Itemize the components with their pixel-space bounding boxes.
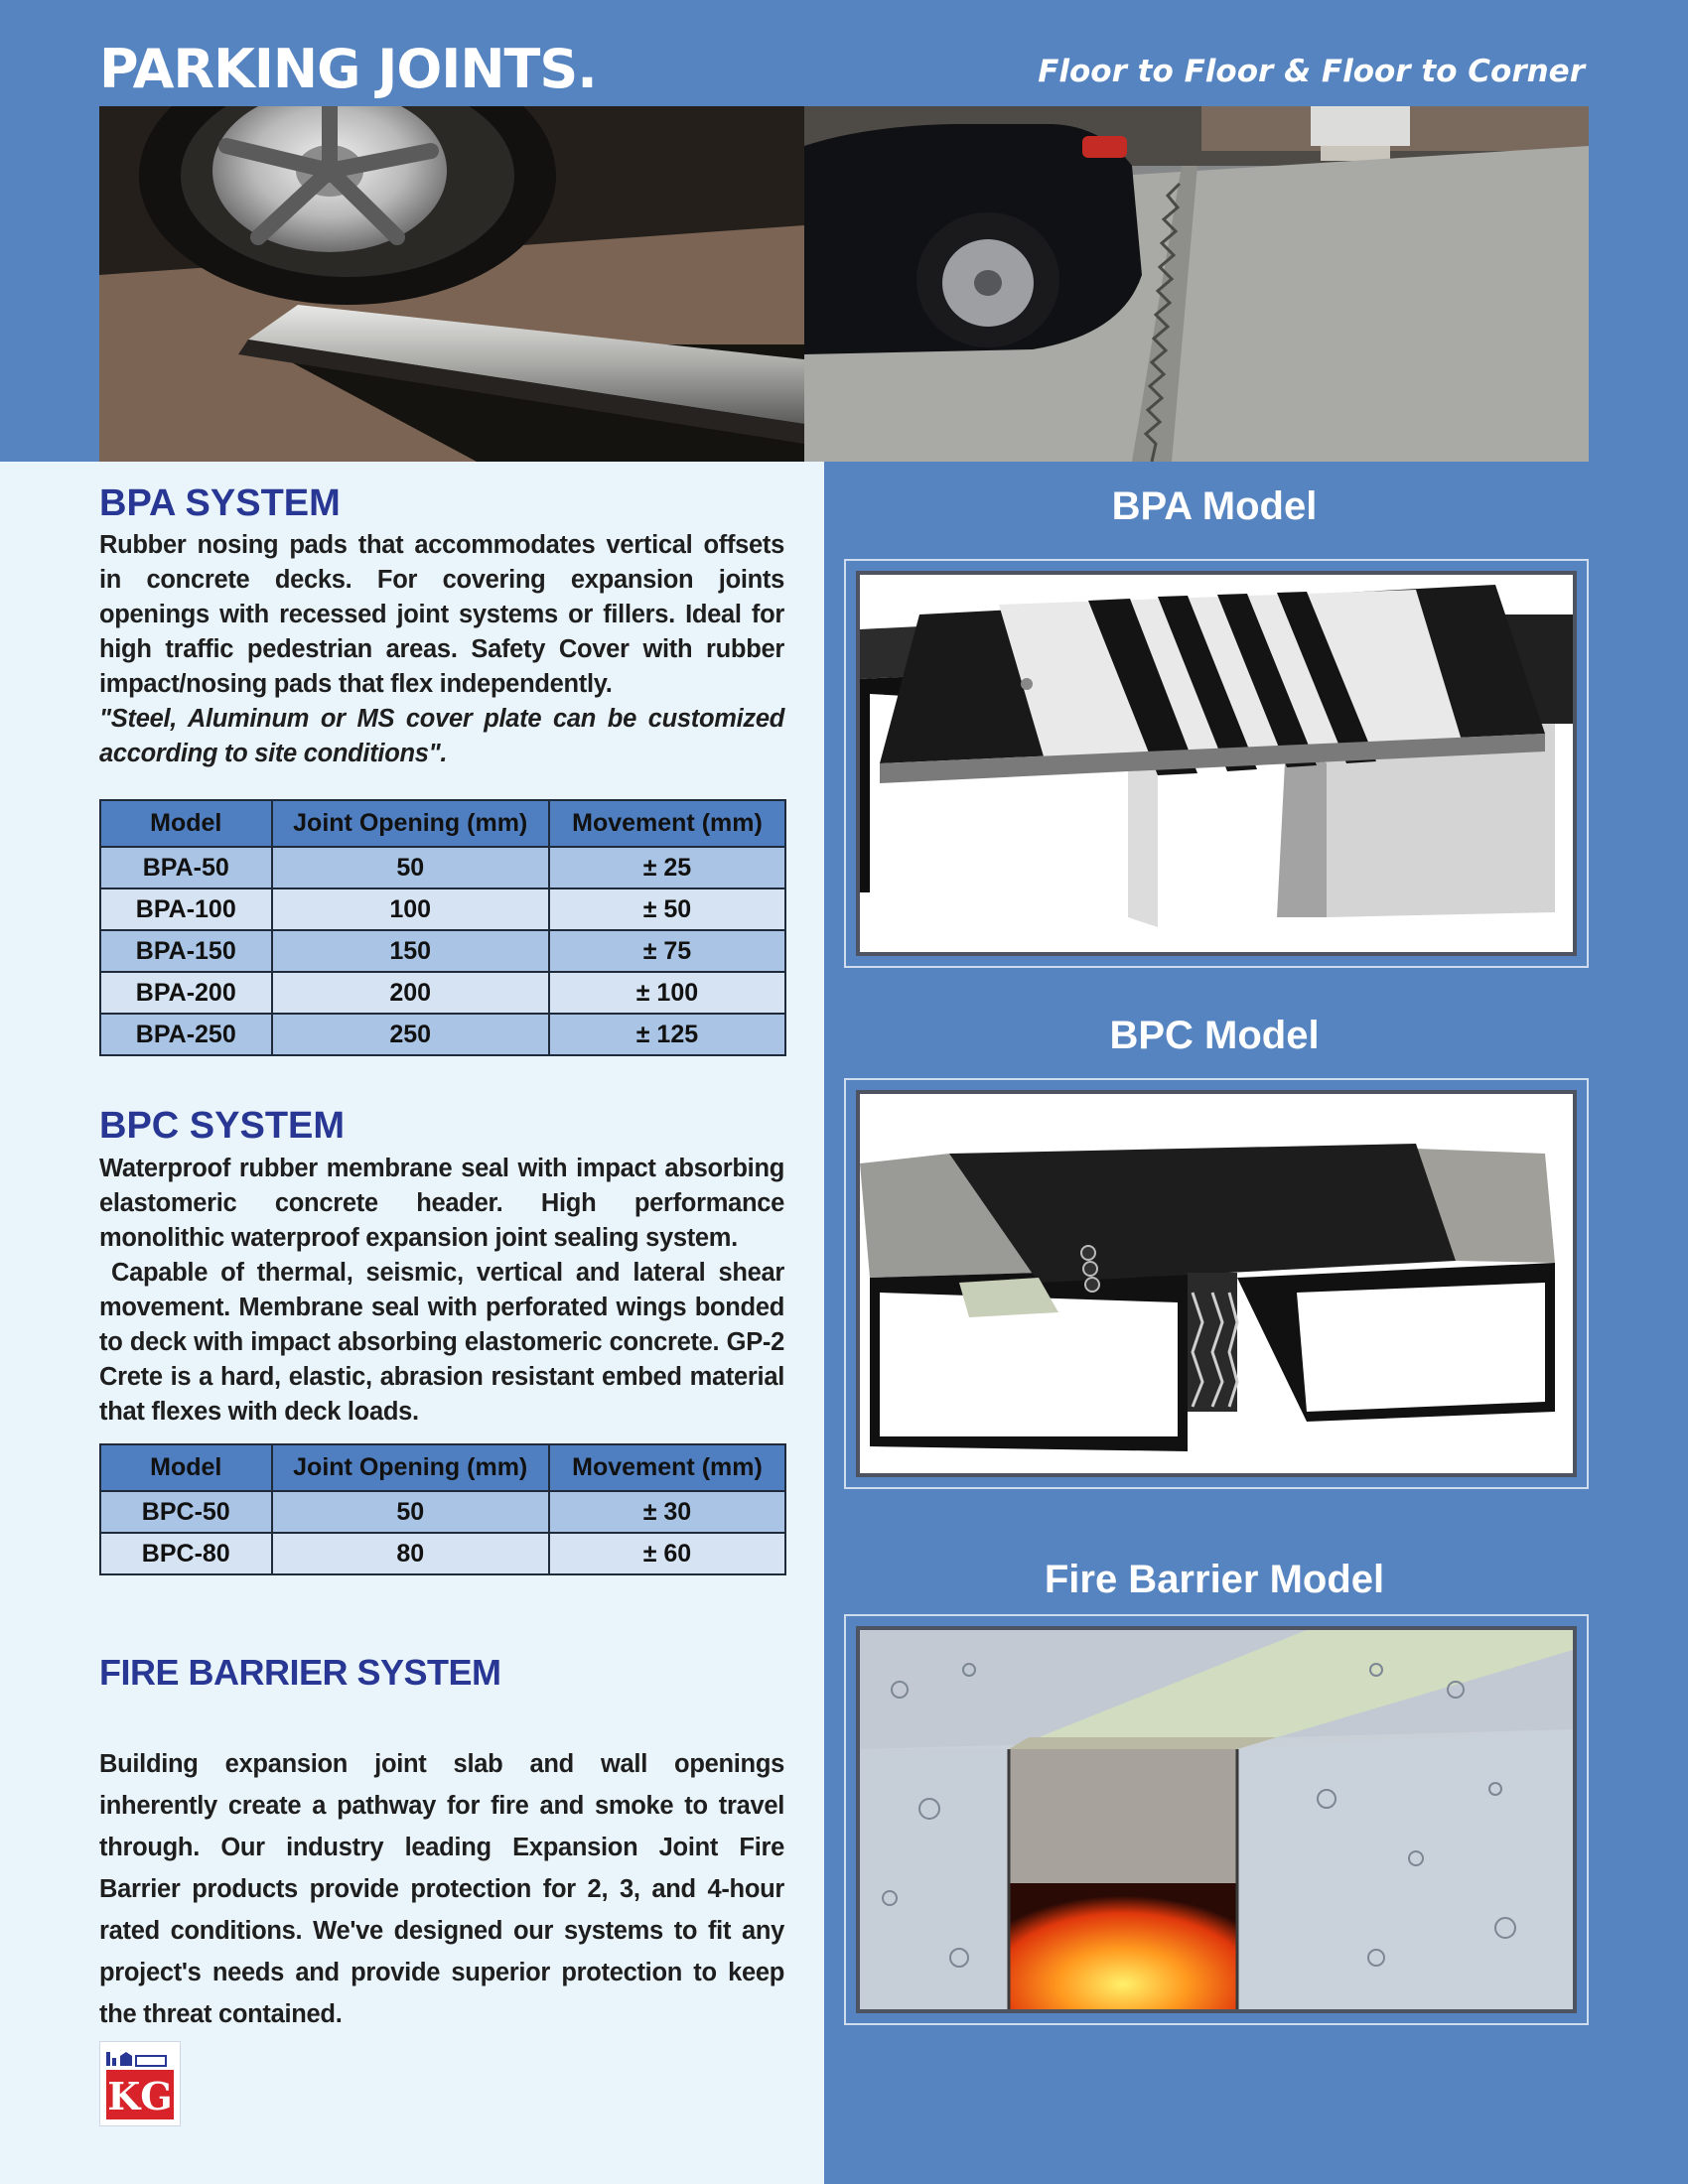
page-tagline: Floor to Floor & Floor to Corner [1038,54,1585,89]
cell-model: BPA-100 [100,888,272,930]
cell-movement: ± 30 [549,1491,785,1533]
bpa-customization-note: "Steel, Aluminum or MS cover plate can be customized according to site conditions". [99,705,784,767]
bpa-model-figure [844,559,1589,968]
cell-movement: ± 125 [549,1014,785,1055]
bpc-system-title: BPC SYSTEM [99,1105,346,1147]
table-row [100,930,785,972]
bpa-spec-table [99,799,786,1056]
table-row [100,1491,785,1533]
fire-barrier-system-title: FIRE BARRIER SYSTEM [99,1652,501,1693]
cell-model: BPC-80 [100,1533,272,1574]
column-header-joint-opening: Joint Opening (mm) [272,800,549,847]
bpc-system-description [99,1152,784,1430]
fire-barrier-model-figure [844,1614,1589,2025]
company-logo [99,2041,181,2126]
svg-text:KG: KG [107,2074,173,2118]
fire-barrier-model-heading: Fire Barrier Model [1044,1558,1385,1601]
cell-joint-opening: 50 [272,847,549,888]
table-row [100,847,785,888]
bpc-model-illustration [856,1090,1577,1477]
cell-joint-opening: 80 [272,1533,549,1574]
column-header-movement: Movement (mm) [549,1444,785,1491]
bpa-model-illustration [856,571,1577,956]
cell-joint-opening: 100 [272,888,549,930]
table-row [100,1014,785,1055]
cell-model: BPA-150 [100,930,272,972]
cell-joint-opening: 50 [272,1491,549,1533]
cell-movement: ± 60 [549,1533,785,1574]
bpc-model-heading: BPC Model [1109,1014,1320,1057]
column-header-model: Model [100,800,272,847]
table-row [100,1533,785,1574]
bpc-spec-table [99,1443,786,1575]
page-title: PARKING JOINTS. [99,38,597,100]
table-header-row [100,1444,785,1491]
fire-barrier-description [99,1743,784,2035]
cell-joint-opening: 150 [272,930,549,972]
column-header-movement: Movement (mm) [549,800,785,847]
fire-barrier-model-illustration [856,1626,1577,2013]
bpa-system-title: BPA SYSTEM [99,482,341,524]
cell-movement: ± 75 [549,930,785,972]
bpc-model-figure [844,1078,1589,1489]
cell-model: BPA-50 [100,847,272,888]
cell-model: BPA-200 [100,972,272,1014]
bpc-description-text-2: Capable of thermal, seismic, vertical and lateral shear movement. Membrane seal with perforated wings bonded to deck with impact absorbing elastomeric concrete. GP-2 Crete is a hard, elastic, abrasion resistant embed material that flexes with deck loads. [99,1259,784,1426]
bpa-system-description [99,528,784,771]
cell-model: BPC-50 [100,1491,272,1533]
column-header-joint-opening: Joint Opening (mm) [272,1444,549,1491]
table-row [100,972,785,1014]
hero-photo-tire-on-joint [99,106,804,462]
cell-joint-opening: 200 [272,972,549,1014]
cell-movement: ± 25 [549,847,785,888]
column-header-model: Model [100,1444,272,1491]
table-header-row [100,800,785,847]
cell-joint-opening: 250 [272,1014,549,1055]
cell-model: BPA-250 [100,1014,272,1055]
fire-barrier-description-text: Building expansion joint slab and wall openings inherently create a pathway for fire and smoke to travel through. Our industry leading Expansion Joint Fire Barrier products provide protection for 2, 3, and 4-hour rated conditions. We've designed our systems to fit any project's needs and provide superior protection to keep the threat contained. [99,1750,784,2028]
bpa-model-heading: BPA Model [1111,484,1318,528]
cell-movement: ± 50 [549,888,785,930]
cell-movement: ± 100 [549,972,785,1014]
bpa-description-text: Rubber nosing pads that accommodates vertical offsets in concrete decks. For covering expansion joints openings with recessed joint systems or fillers. Ideal for high traffic pedestrian areas. Safety Cover with rubber impact/nosing pads that flex independently. [99,531,784,698]
hero-photo-car-in-garage [804,106,1589,462]
table-row [100,888,785,930]
bpc-description-text-1: Waterproof rubber membrane seal with impact absorbing elastomeric concrete header. High performance monolithic waterproof expansion joint sealing system. [99,1155,784,1252]
